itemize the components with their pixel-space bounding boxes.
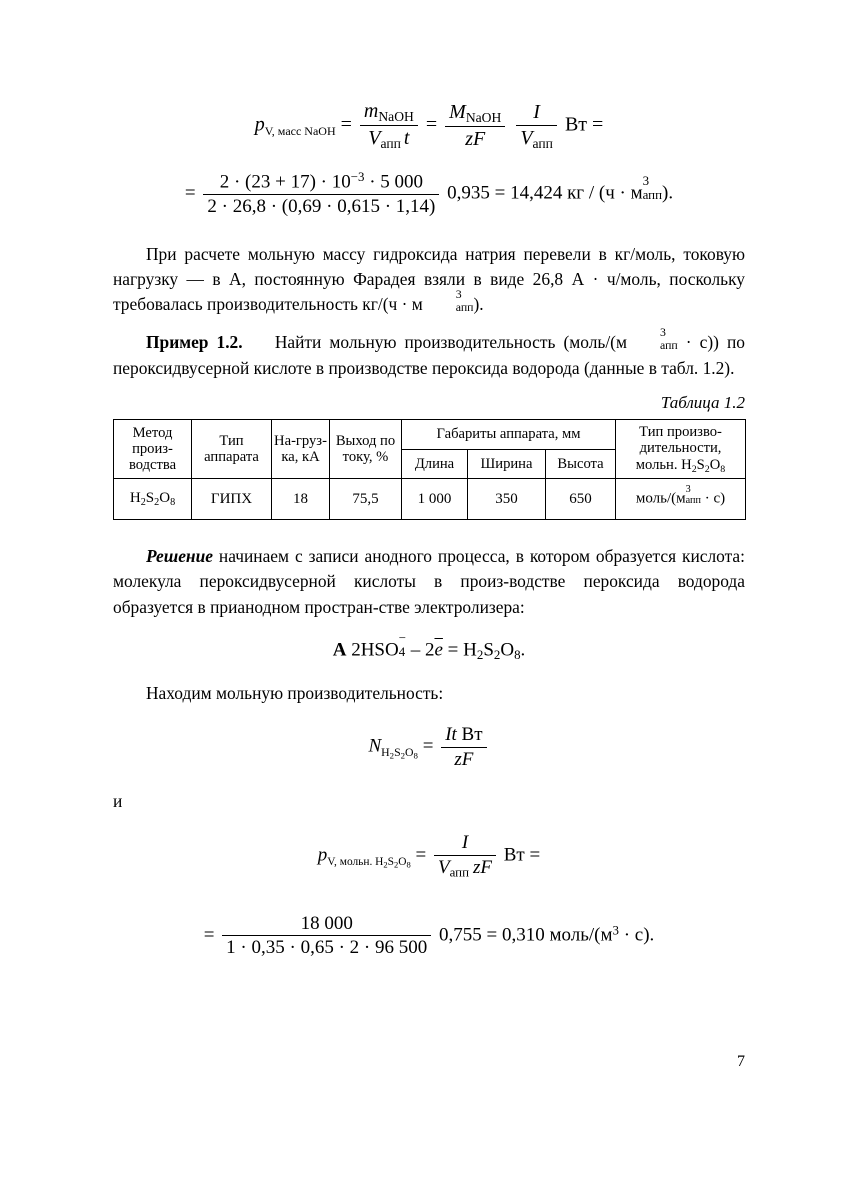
equation-N-h2s2o8 <box>113 724 745 771</box>
table-1-2 <box>113 419 746 521</box>
cell-apparatus: ГИПХ <box>192 479 272 520</box>
eq1-fraction-3 <box>516 101 557 151</box>
table-caption: Таблица 1.2 <box>660 392 745 412</box>
example-text-b: · с)) по пероксидвусерной кислоте в производстве пероксида водорода (данные в табл. 1.2). <box>113 331 746 378</box>
eq1-p-subscript: V, масс NaOH <box>264 124 336 139</box>
eq2-unit: ч · м <box>605 182 643 204</box>
eq2-unit-subsup: 3 апп <box>642 173 662 203</box>
paragraph-and: и <box>113 791 123 812</box>
eq6-result-exponent: 3 <box>612 921 619 937</box>
header-load: На-груз-ка, кА <box>272 419 330 479</box>
eq5-p-subscript: V, мольн. H2S2O8 <box>327 856 411 870</box>
eq1-fraction-1 <box>360 100 418 152</box>
header-method: Метод произ-водства <box>114 419 192 479</box>
eq1-fraction-2 <box>445 101 505 151</box>
equation-pv-mass-naoh-numeric <box>113 170 745 218</box>
eq6-denominator: 1 · 0,35 · 0,65 · 2 · 96 500 <box>226 937 428 959</box>
eq1-trailing-equals: = <box>592 113 604 136</box>
equation-pv-molar-h2s2o8 <box>113 832 745 880</box>
eq1-equals-1: = <box>340 113 352 136</box>
eq2-tail: ). <box>662 182 674 204</box>
table-header <box>114 419 746 479</box>
header-length: Длина <box>402 449 468 479</box>
eq5-zF: zF <box>472 857 492 879</box>
eq6-numerator: 18 000 <box>222 913 431 937</box>
eq1-equals-2: = <box>425 113 438 136</box>
eq6-result-tail: · с). <box>618 924 655 946</box>
eq1-unit: Вт <box>564 113 588 136</box>
eq2-num-tail: · 5 000 <box>364 171 424 193</box>
eq3-O: O <box>500 638 515 660</box>
eq4-vt: Вт <box>461 724 483 746</box>
header-apparatus: Тип аппарата <box>192 419 272 479</box>
eq3-electron: $\overline{e}$ <box>434 638 443 660</box>
eq6-equals: = <box>203 924 215 946</box>
eq3-minus-2e: – 2 <box>405 638 435 660</box>
header-height: Высота <box>546 449 616 479</box>
eq4-N: N <box>368 736 382 758</box>
eq4-fraction <box>441 724 486 771</box>
paragraph-calculation-note-text: При расчете мольную массу гидроксида натрия перевели в кг/моль, токовую нагрузку — в А, постоянную Фарадея взяли в виде 26,8 А · ч/моль, поскольку требовалась производительность кг/(ч · м <box>113 243 745 315</box>
eq3-anode-label: A <box>332 638 347 660</box>
cell-productivity-unit: моль/(м 3 апп · с) <box>616 479 746 520</box>
eq1-M-sub: NaOH <box>465 109 502 125</box>
equation-anode-reaction: A 2HSO − 4 – $2\overline{e} = H_2S_2O_8$. <box>332 629 526 662</box>
eq3-hso4-subsup: − 4 <box>398 629 406 659</box>
para2-unit-subsup: 3 апп <box>659 324 678 352</box>
eq2-factor: 0,935 = 14,424 кг / ( <box>447 182 606 204</box>
eq1-V2-sub: апп <box>532 135 553 151</box>
eq5-vt: Вт <box>503 844 525 866</box>
eq3-S: S <box>483 638 494 660</box>
eq2-numerator: 2 · (23 + 17) · 10 <box>219 171 351 193</box>
para1-unit-subsup: 3 апп <box>455 286 474 314</box>
table-row <box>114 479 746 520</box>
eq6-fraction <box>222 913 431 960</box>
eq3-period: . <box>520 638 526 660</box>
paragraph-solution <box>113 544 745 619</box>
eq2-fraction <box>203 170 439 218</box>
equation-pv-molar-numeric <box>113 913 745 960</box>
eq1-m: m <box>363 100 379 122</box>
paragraph-calculation-note <box>113 242 745 318</box>
eq1-p-symbol: p <box>254 113 265 136</box>
eq5-equals: = <box>415 844 427 866</box>
header-prod-O: O <box>709 456 721 473</box>
header-prod-H: H <box>681 456 692 473</box>
eq5-fraction: $\frac{I}{V_{апп} zF}$ <box>434 832 496 880</box>
paragraph-example-1-2 <box>113 324 746 381</box>
page-number: 7 <box>737 1053 745 1070</box>
eq3-equals-H: = H <box>442 638 477 660</box>
solution-label: Решение <box>146 546 213 567</box>
eq5-V: V <box>438 857 450 879</box>
example-label: Пример 1.2. <box>146 331 243 352</box>
eq1-m-sub: NaOH <box>378 108 414 124</box>
eq1-zF: zF <box>465 128 486 151</box>
cell-yield: 75,5 <box>330 479 402 520</box>
cell-width: 350 <box>468 479 546 520</box>
eq1-V: V <box>368 127 381 150</box>
eq2-equals: = <box>184 182 196 204</box>
header-dimensions-group: Габариты аппарата, мм <box>402 419 616 449</box>
example-text-a: Найти мольную производительность (моль/(м <box>274 331 627 352</box>
eq5-trailing-equals: = <box>529 844 541 866</box>
solution-text: начинаем с записи анодного процесса, в котором образуется кислота: молекула пероксидвусерной кислоты в произ-водстве пероксида водорода образуется в прианодном простран-стве электролизера: <box>113 546 745 617</box>
header-width: Ширина <box>468 449 546 479</box>
eq2-num-exponent: −3 <box>350 168 365 184</box>
header-productivity-type-text: Тип произво-дительности, мольн. <box>635 423 722 473</box>
header-yield: Выход по току, % <box>330 419 402 479</box>
eq4-N-subscript: H2S2O8 <box>381 746 418 761</box>
cell-unit-subsup: 3 апп <box>685 483 701 506</box>
eq1-V-sub: апп <box>380 136 401 152</box>
eq4-t: t <box>451 724 457 746</box>
table-body <box>114 479 746 520</box>
eq5-I: I <box>461 832 469 854</box>
eq2-denominator: 2 · 26,8 · (0,69 · 0,615 · 1,14) <box>207 196 436 218</box>
para1-tail: ). <box>473 294 484 315</box>
cell-height: 650 <box>546 479 616 520</box>
eq4-I: I <box>445 724 452 746</box>
header-prod-S: S <box>696 456 705 473</box>
eq1-M: M <box>449 100 466 123</box>
cell-load: 18 <box>272 479 330 520</box>
eq4-zF: zF <box>454 749 474 771</box>
eq1-V2: V <box>520 126 533 149</box>
cell-length: 1 000 <box>402 479 468 520</box>
eq6-result: 0,755 = 0,310 моль/(м <box>438 924 613 946</box>
eq1-t: t <box>403 127 410 150</box>
page-content <box>113 98 745 959</box>
header-productivity-type: Тип произво-дительности, мольн. $H_2S_2O_8$ <box>616 419 746 479</box>
cell-method: $H_2S_2O_8$ <box>114 479 192 520</box>
table-header-row-1 <box>114 419 746 449</box>
eq5-p: p <box>317 844 328 866</box>
eq4-equals: = <box>422 736 434 758</box>
equation-pv-mass-naoh <box>113 100 745 152</box>
paragraph-find-molar-productivity: Находим мольную производительность: <box>146 683 444 704</box>
eq1-I: I <box>533 100 540 123</box>
eq3-hso4: 2HSO <box>346 638 399 660</box>
